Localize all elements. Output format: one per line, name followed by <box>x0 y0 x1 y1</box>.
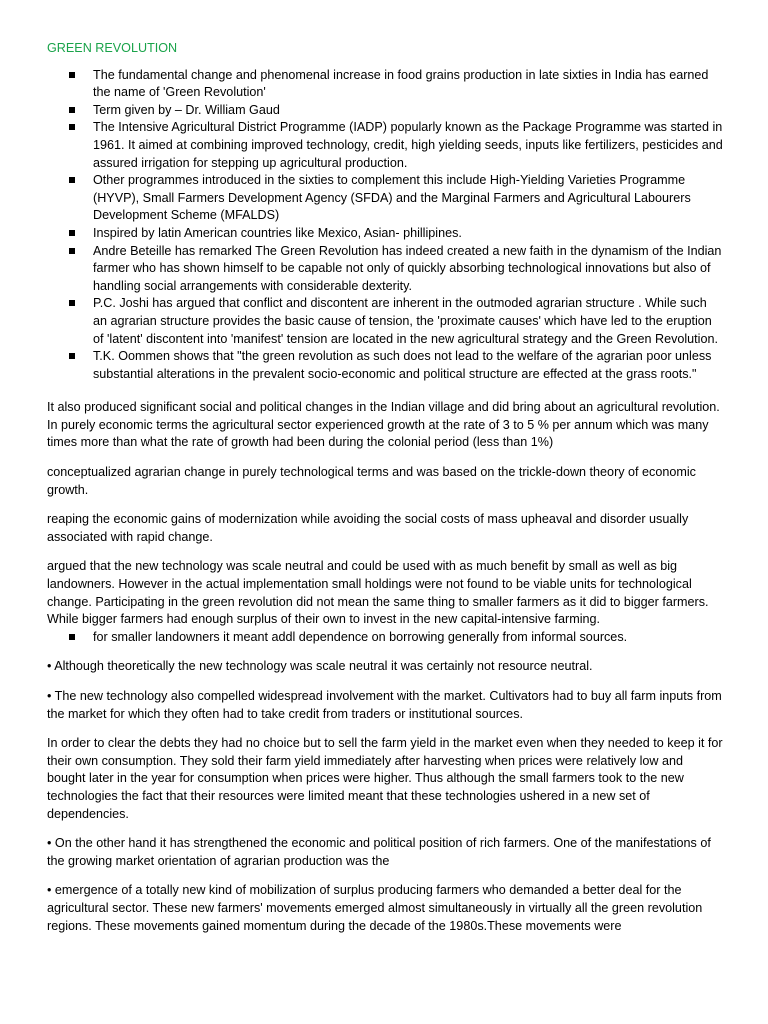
list-item: for smaller landowners it meant addl dependence on borrowing generally from informal sources. <box>47 629 723 647</box>
paragraph: • emergence of a totally new kind of mobilization of surplus producing farmers who demanded a better deal for the agricultural sector. These new farmers' movements emerged almost simultaneously in virtually all the green revolution regions. These movements gained momentum during the decade of the 1980s.These movements were <box>47 883 703 933</box>
list-item: T.K. Oommen shows that "the green revolution as such does not lead to the welfare of the agrarian poor unless substantial alterations in the prevalent socio-economic and political structure are effected at the grass roots." <box>47 348 723 383</box>
square-bullet-icon <box>69 353 75 359</box>
document-page <box>47 40 723 935</box>
square-bullet-icon <box>69 124 75 130</box>
list-item: Other programmes introduced in the sixties to complement this include High-Yielding Varieties Programme (HYVP), Small Farmers Development Agency (SFDA) and the Marginal Farmers and Agricultural Labourers Development Scheme (MFALDS) <box>47 172 723 225</box>
list-item: P.C. Joshi has argued that conflict and discontent are inherent in the outmoded agrarian structure . While such an agrarian structure provides the basic cause of tension, the 'proximate causes' which have led to the eruption of 'latent' discontent into 'manifest' tension are located in the new agricultural strategy and the Green Revolution. <box>47 295 723 348</box>
square-bullet-icon <box>69 177 75 183</box>
list-item: The Intensive Agricultural District Programme (IADP) popularly known as the Package Programme was started in 1961. It aimed at combining improved technology, credit, high yielding seeds, inputs like fertilizers, pesticides and assured irrigation for stepping up agricultural production. <box>47 119 723 172</box>
paragraph: In order to clear the debts they had no choice but to sell the farm yield in the market even when they needed to keep it for their own consumption. They sold their farm yield immediately after harvesting when prices were relatively low and bought later in the year for consumption when prices were higher. Thus although the small farmers took to the new technologies the fact that their resources were limited meant that these technologies ushered in a new set of dependencies. <box>47 736 723 821</box>
square-bullet-icon <box>69 248 75 254</box>
square-bullet-icon <box>69 107 75 113</box>
bullet-list-small <box>47 629 723 647</box>
list-item: The fundamental change and phenomenal increase in food grains production in late sixties in India has earned the name of 'Green Revolution' <box>47 67 723 102</box>
paragraph: argued that the new technology was scale neutral and could be used with as much benefit by small as well as big landowners. However in the actual implementation small holdings were not found to be viable units for technological change. Participating in the green revolution did not mean the same thing to smaller farmers as it did to bigger farmers. While bigger farmers had enough surplus of their own to invest in the new capital-intensive farming. <box>47 559 709 627</box>
bullet-list <box>47 67 723 384</box>
paragraph: reaping the economic gains of modernization while avoiding the social costs of mass upheaval and disorder usually associated with rapid change. <box>47 512 689 544</box>
square-bullet-icon <box>69 72 75 78</box>
list-item: Andre Beteille has remarked The Green Revolution has indeed created a new faith in the dynamism of the Indian farmer who has shown himself to be capable not only of quickly absorbing technological innovations but also of handling social arrangements with considerable dexterity. <box>47 243 723 296</box>
square-bullet-icon <box>69 634 75 640</box>
square-bullet-icon <box>69 300 75 306</box>
paragraph: It also produced significant social and political changes in the Indian village and did bring about an agricultural revolution. In purely economic terms the agricultural sector experienced growth at the rate of 3 to 5 % per annum which was many times more than what the rate of growth had been during the colonial period (less than 1%) <box>47 400 720 450</box>
paragraph: • The new technology also compelled widespread involvement with the market. Cultivators had to buy all farm inputs from the market for which they often had to take credit from traders or institutional sources. <box>47 689 722 721</box>
paragraph: conceptualized agrarian change in purely technological terms and was based on the trickle-down theory of economic growth. <box>47 465 696 497</box>
list-item: Term given by – Dr. William Gaud <box>47 102 723 120</box>
page-heading: GREEN REVOLUTION <box>47 41 178 55</box>
paragraph: • Although theoretically the new technology was scale neutral it was certainly not resource neutral. <box>47 659 593 674</box>
list-item: Inspired by latin American countries like Mexico, Asian- phillipines. <box>47 225 723 243</box>
square-bullet-icon <box>69 230 75 236</box>
paragraph: • On the other hand it has strengthened the economic and political position of rich farmers. One of the manifestations of the growing market orientation of agrarian production was the <box>47 836 711 868</box>
